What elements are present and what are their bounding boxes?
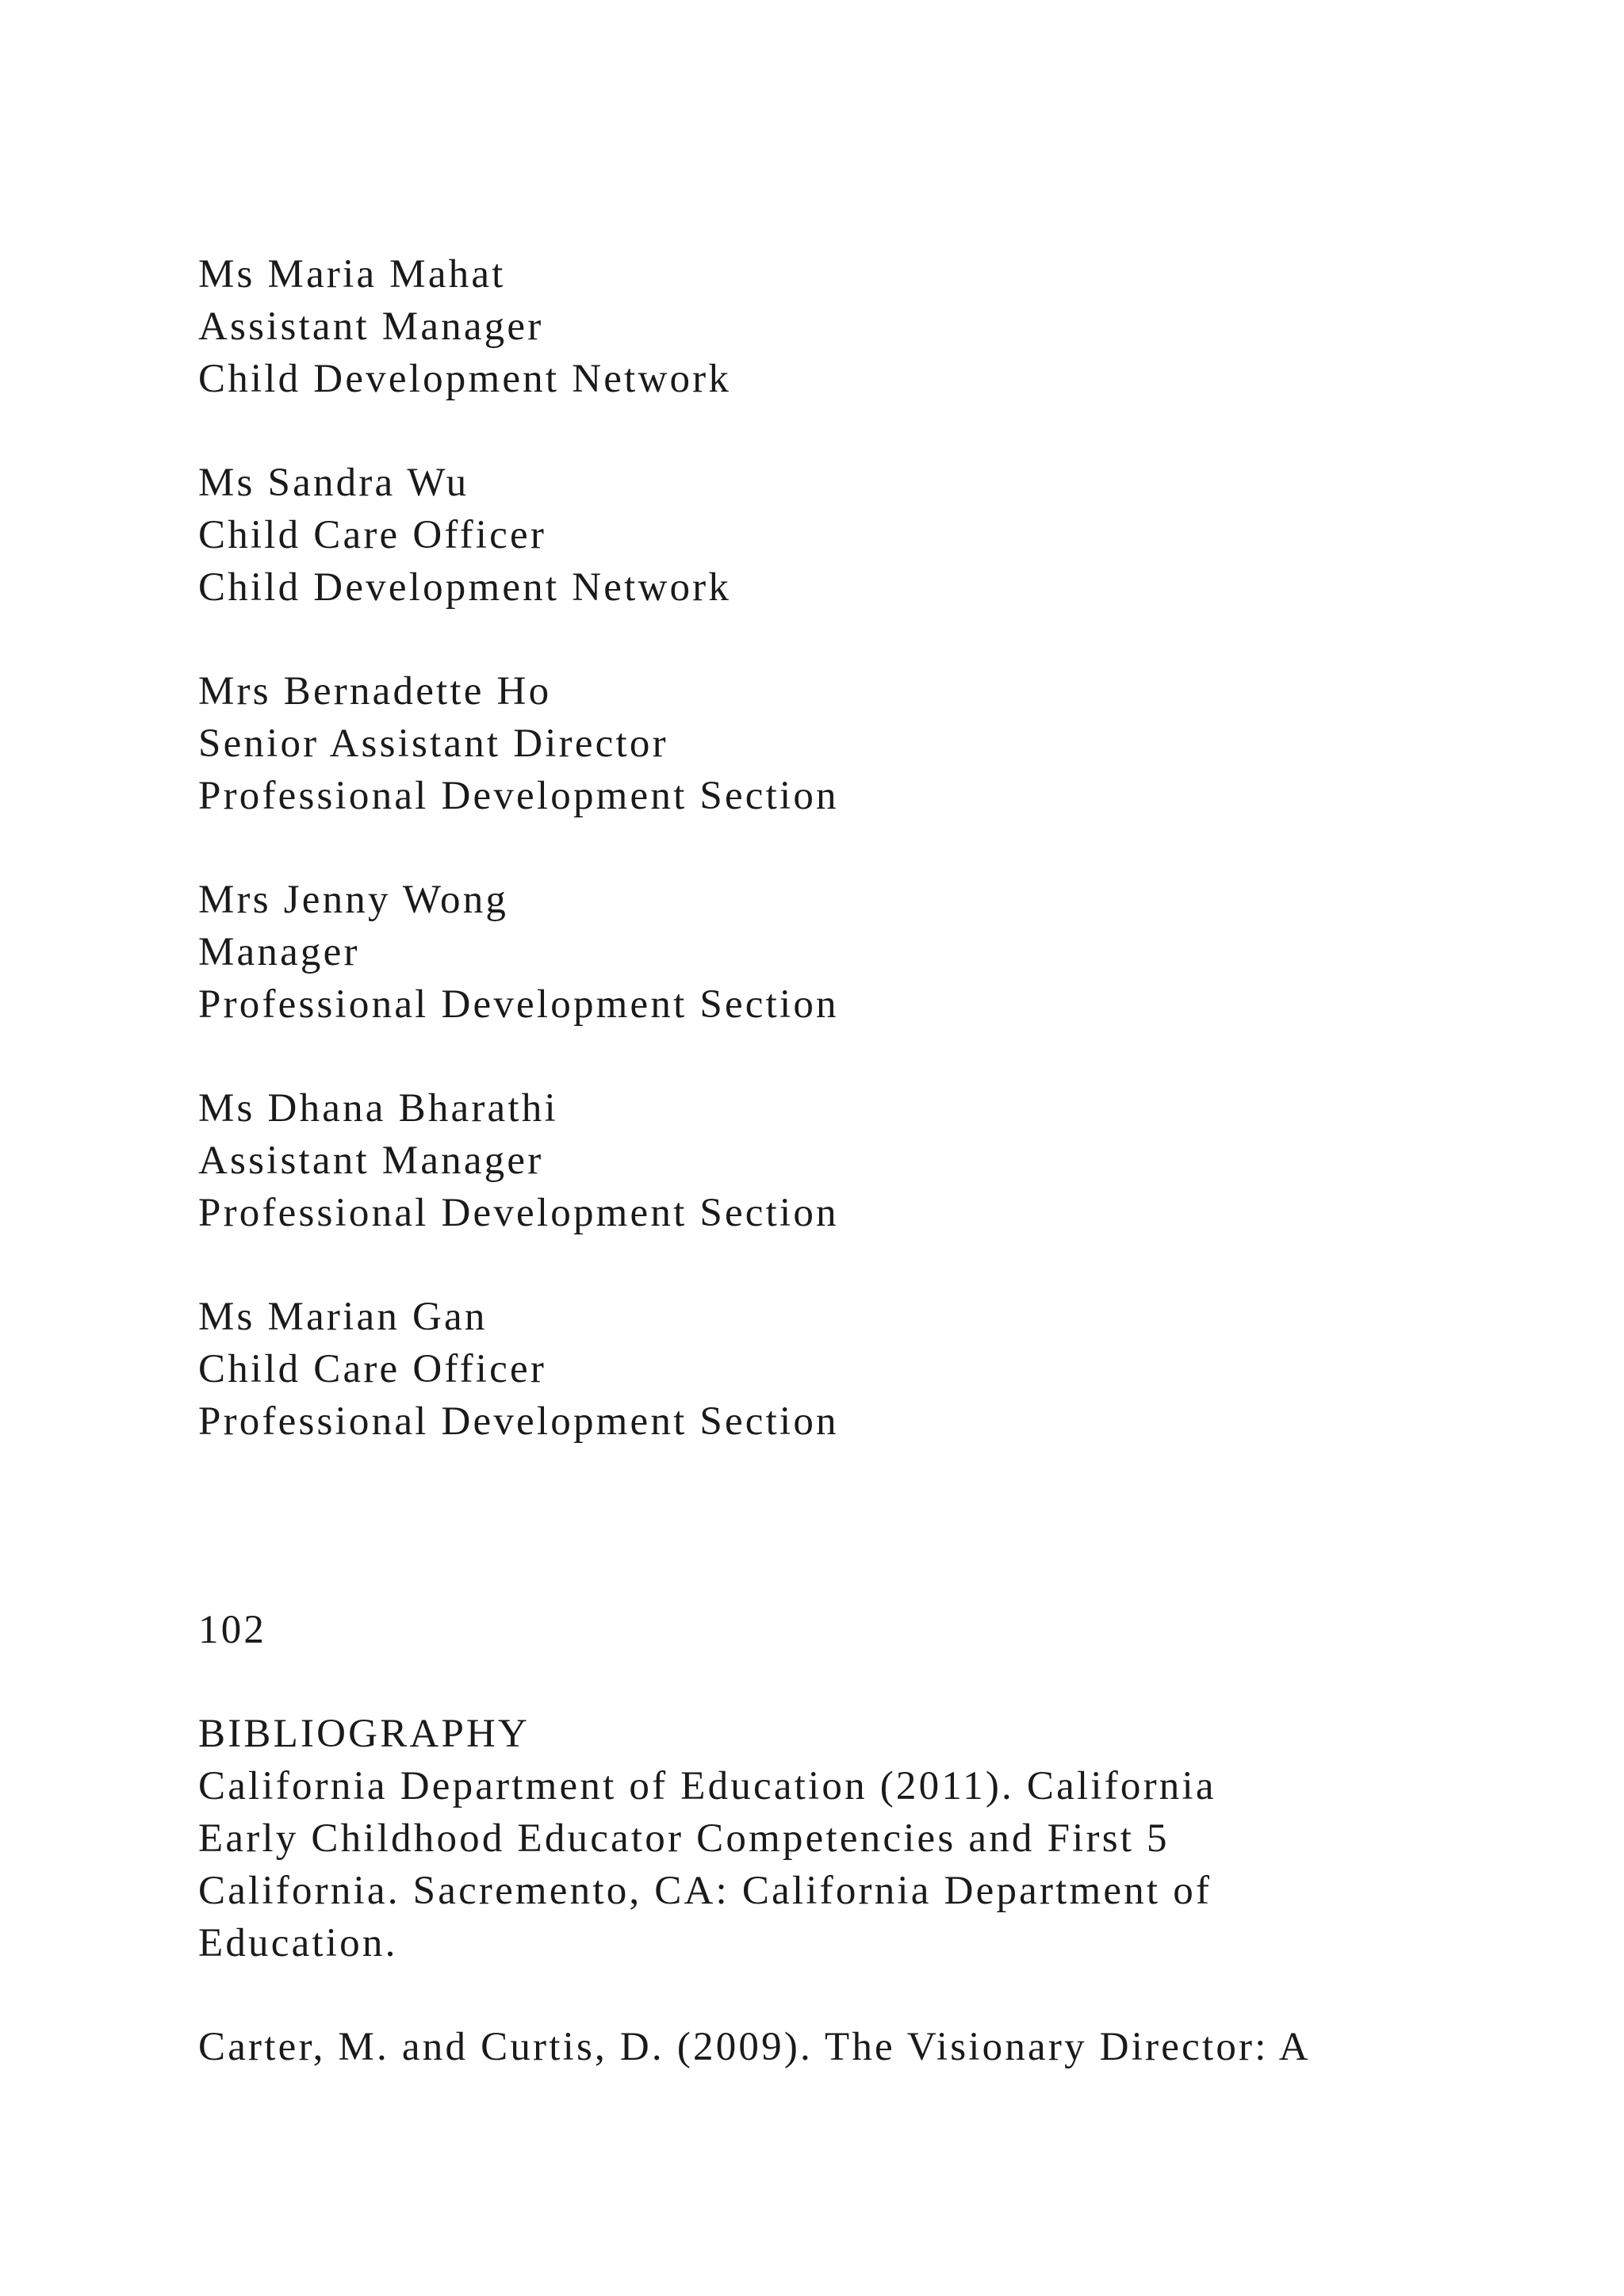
contact-5-name: Ms Dhana Bharathi [198,1086,558,1131]
bibliography-entry-1-line-3: California. Sacremento, CA: California Department of [198,1869,1212,1913]
contact-5-unit: Professional Development Section [198,1191,839,1235]
contact-6-title: Child Care Officer [198,1347,547,1391]
contact-2-title: Child Care Officer [198,513,547,557]
bibliography-heading: BIBLIOGRAPHY [198,1712,530,1756]
contact-1-unit: Child Development Network [198,357,732,401]
contact-3-name: Mrs Bernadette Ho [198,669,552,714]
bibliography-entry-1-line-2: Early Childhood Educator Competencies and First 5 [198,1816,1170,1861]
bibliography-entry-1-line-1: California Department of Education (2011). California [198,1764,1216,1808]
page-number: 102 [198,1608,267,1652]
contact-1-title: Assistant Manager [198,304,544,349]
contact-1-name: Ms Maria Mahat [198,252,506,297]
contact-4-name: Mrs Jenny Wong [198,878,509,922]
contact-4-title: Manager [198,930,360,974]
bibliography-entry-2-line-1: Carter, M. and Curtis, D. (2009). The Visionary Director: A [198,2025,1311,2069]
contact-6-name: Ms Marian Gan [198,1295,488,1339]
contact-2-name: Ms Sandra Wu [198,461,469,505]
contact-6-unit: Professional Development Section [198,1399,839,1444]
contact-5-title: Assistant Manager [198,1138,544,1183]
contact-3-unit: Professional Development Section [198,774,839,818]
bibliography-entry-1-line-4: Education. [198,1921,398,1965]
contact-3-title: Senior Assistant Director [198,721,668,766]
contact-2-unit: Child Development Network [198,565,732,610]
contact-4-unit: Professional Development Section [198,982,839,1027]
